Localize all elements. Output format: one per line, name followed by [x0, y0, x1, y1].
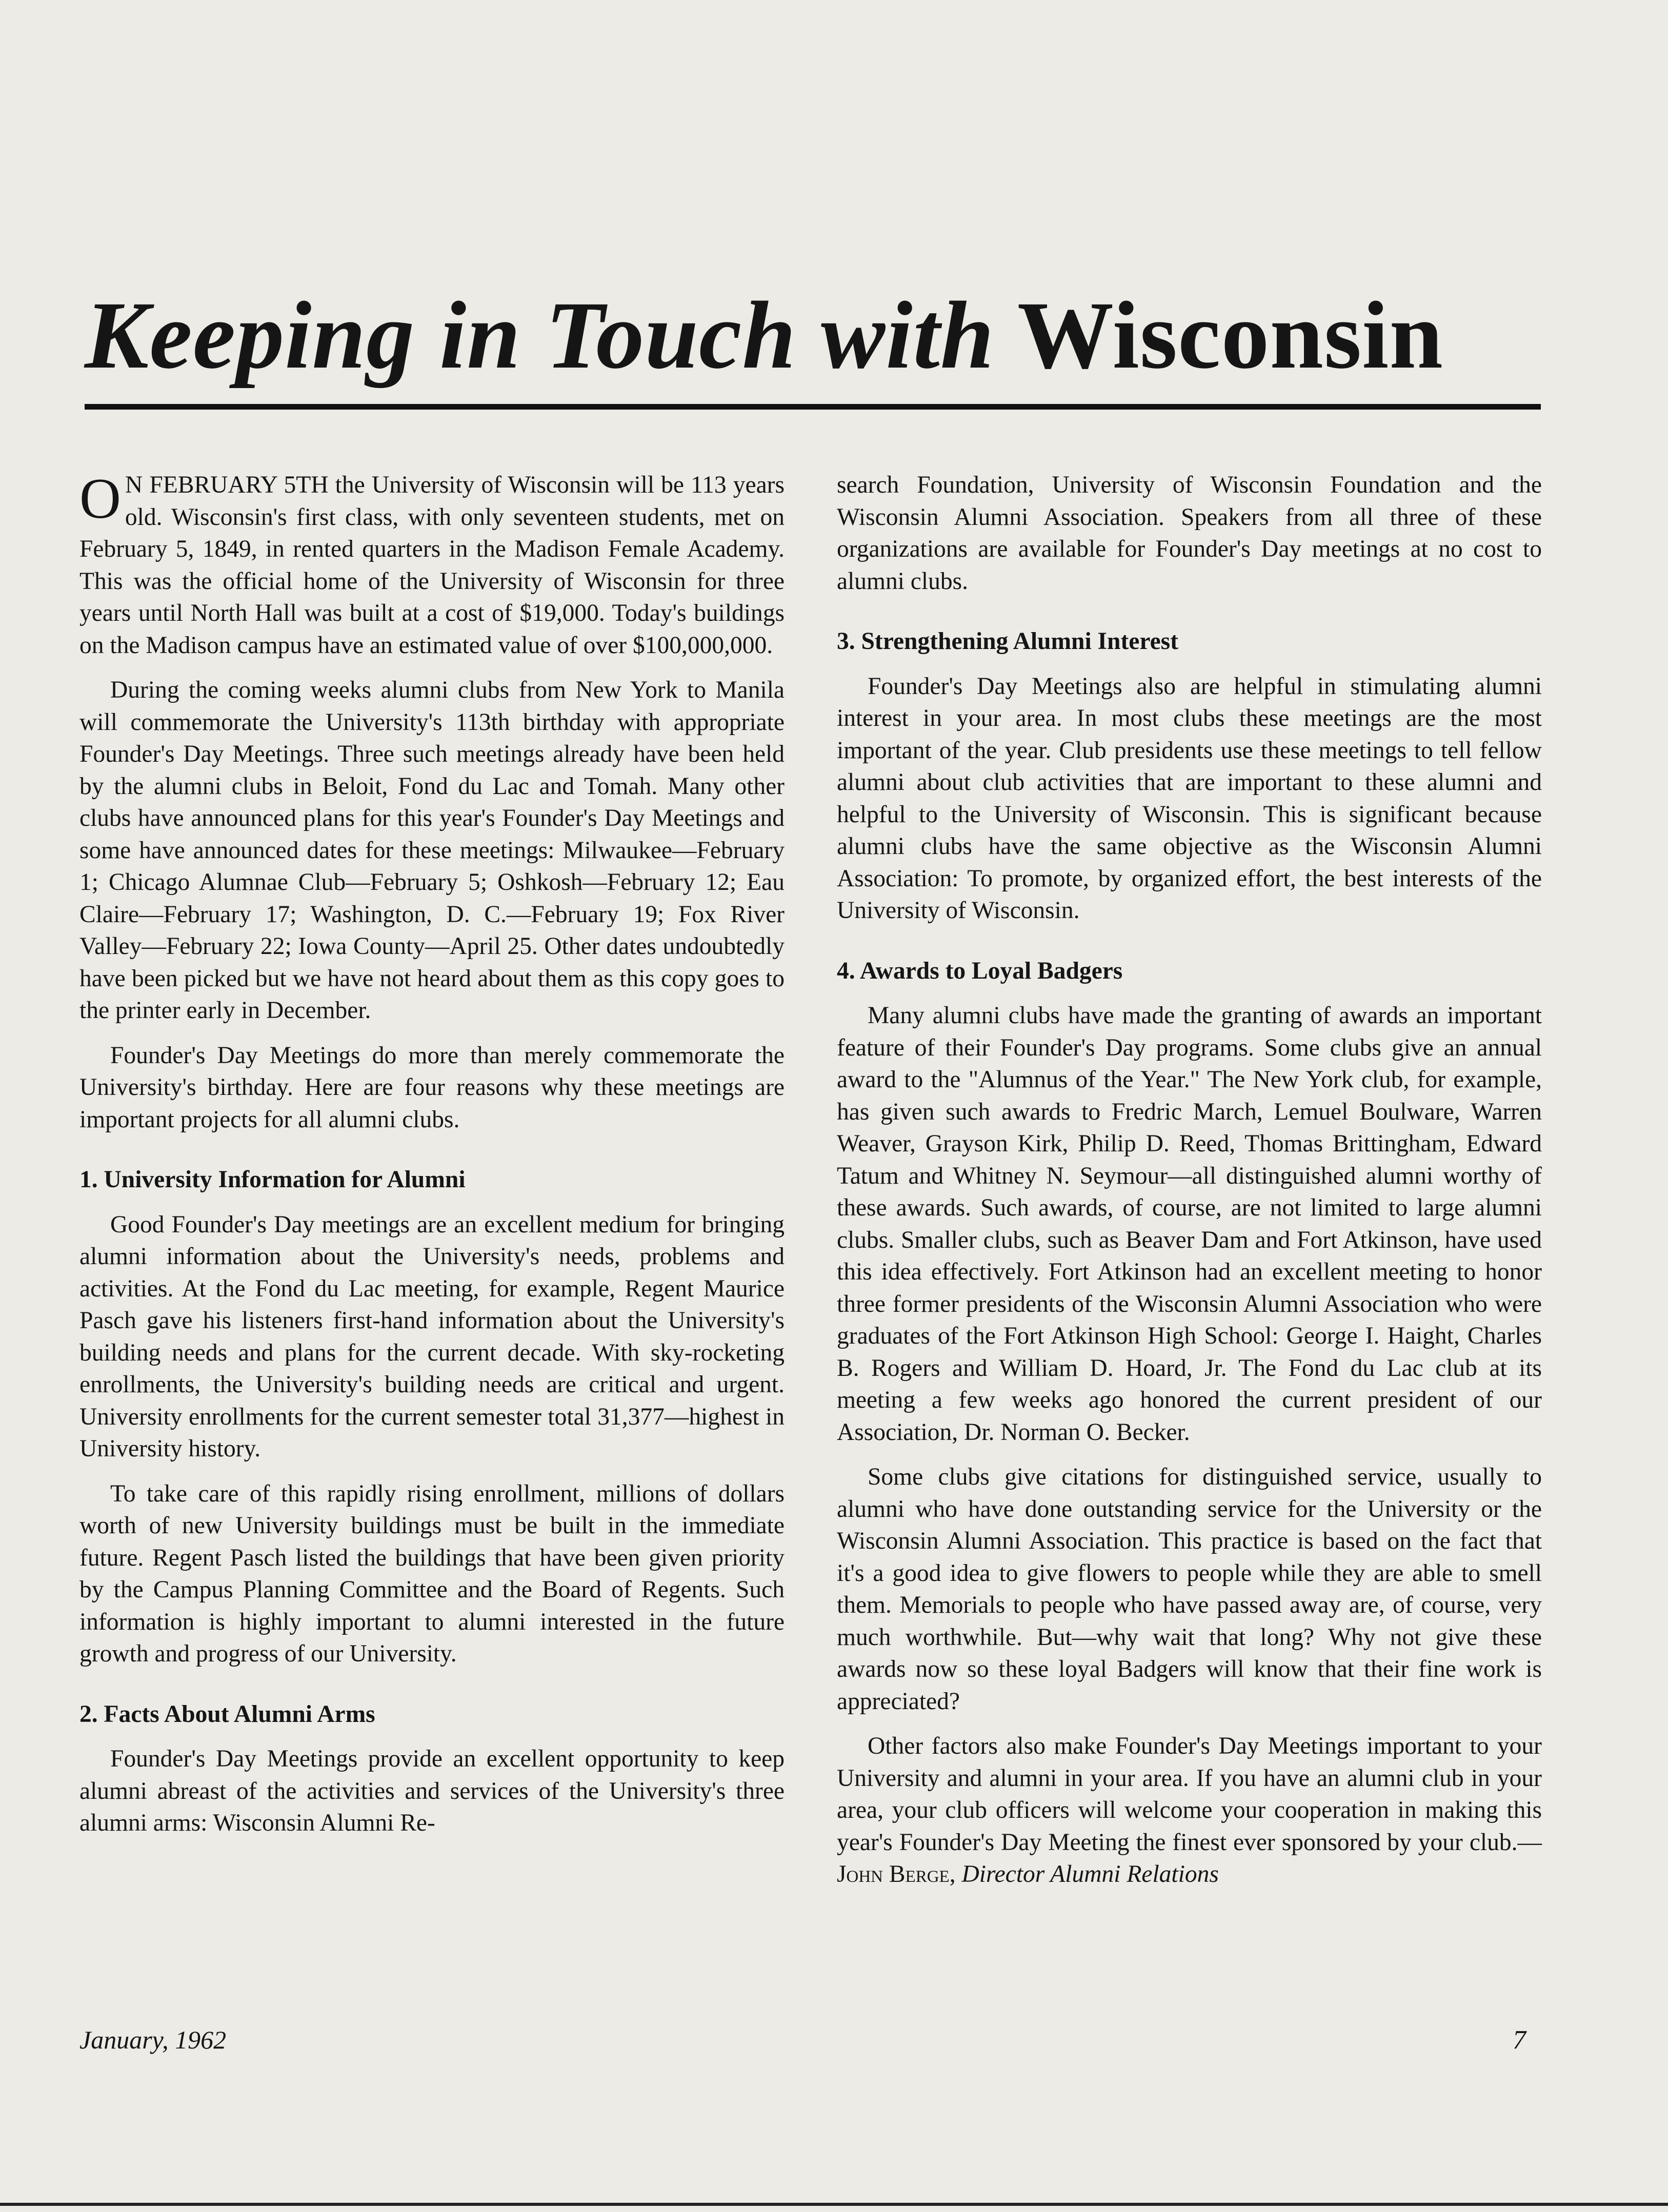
footer-date: January, 1962	[79, 2025, 227, 2054]
title-rule	[85, 404, 1541, 410]
paragraph-four-reasons: Founder's Day Meetings do more than merely commemorate the University's birthday. Here are four reasons why these meetings are important projects for all alumni clubs.	[79, 1042, 785, 1133]
title-italic-part: Keeping in Touch with	[85, 281, 995, 389]
intro-paragraph	[79, 469, 785, 661]
bottom-border	[0, 2203, 1668, 2206]
paragraph-alumni-arms: Founder's Day Meetings provide an excellent opportunity to keep alumni abreast of the activities and services of the University's three alumni arms: Wisconsin Alumni Re-	[79, 1746, 785, 1836]
section-heading-university-information: 1. University Information for Alumni	[79, 1166, 466, 1193]
paragraph-university-information: Good Founder's Day meetings are an excellent medium for bringing alumni information about the University's needs, problems and activities. At the Fond du Lac meeting, for example, Regent Maurice Pasch gave his listeners first-hand information about the University's building needs and plans for the current decade. With sky-rocketing enrollments, the University's building needs are critical and urgent. University enrollments for the current semester total 31,377—highest in University history.	[79, 1211, 785, 1462]
drop-cap: O	[79, 467, 121, 531]
intro-body-text: be 113 years old. Wisconsin's first class, with only seventeen students, met on February 5, 1849, in rented quarters in the Madison Female Academy. This was the official home of the University of Wisconsin for three years until North Hall was built at a cost of $19,000. Today's buildings on the Madison campus have an estimated value of over $100,000,000.	[79, 472, 785, 659]
section-heading-awards: 4. Awards to Loyal Badgers	[837, 957, 1123, 984]
page-number: 7	[1513, 2025, 1526, 2055]
left-column	[79, 469, 785, 1852]
title-roman-part: Wisconsin	[1017, 281, 1443, 389]
right-column	[837, 469, 1542, 1903]
author-title: Director Alumni Relations	[961, 1861, 1219, 1888]
section-heading-alumni-interest: 3. Strengthening Alumni Interest	[837, 628, 1178, 655]
paragraph-rising-enrollment: To take care of this rapidly rising enrollment, millions of dollars worth of new University buildings must be built in the immediate future. Regent Pasch listed the buildings that have been given priority by the Campus Planning Committee and the Board of Regents. Such information is highly important to alumni interested in the future growth and progress of our University.	[79, 1480, 785, 1667]
article-title	[85, 281, 1541, 389]
paragraph-awards: Many alumni clubs have made the granting of awards an important feature of their Founder's Day programs. Some clubs give an annual award to the "Alumnus of the Year." The New York club, for example, has given such awards to Fredric March, Lemuel Boulware, Warren Weaver, Grayson Kirk, Philip D. Reed, Thomas Brittingham, Edward Tatum and Whitney N. Seymour—all distinguished alumni worthy of these awards. Such awards, of course, are not limited to large alumni clubs. Smaller clubs, such as Beaver Dam and Fort Atkinson, have used this idea effectively. Fort Atkinson had an excellent meeting to honor three former presidents of the Wisconsin Alumni Association who were graduates of the Fort Atkinson High School: George I. Haight, Charles B. Rogers and William D. Hoard, Jr. The Fond du Lac club at its meeting a few weeks ago honored the current president of our Association, Dr. Norman O. Becker.	[837, 1002, 1542, 1446]
paragraph-alumni-interest: Founder's Day Meetings also are helpful in stimulating alumni interest in your area. In most clubs these meetings are the most important of the year. Club presidents use these meetings to tell fellow alumni about club activities that are important to these alumni and helpful to the University of Wisconsin. This is significant because alumni clubs have the same objective as the Wisconsin Alumni Association: To promote, by organized effort, the best interests of the University of Wisconsin.	[837, 673, 1542, 924]
closing-text: Other factors also make Founder's Day Meetings important to your University and alumni in your area. If you have an alumni club in your area, your club officers will welcome your cooperation in making this year's Founder's Day Meeting the finest ever sponsored by your club.—	[837, 1733, 1542, 1856]
intro-lead-text: N FEBRUARY 5TH the University of Wisconsin will	[125, 472, 655, 498]
section-heading-alumni-arms: 2. Facts About Alumni Arms	[79, 1700, 375, 1728]
paragraph-meetings-schedule: During the coming weeks alumni clubs from New York to Manila will commemorate the University's 113th birthday with appropriate Founder's Day Meetings. Three such meetings already have been held by the alumni clubs in Beloit, Fond du Lac and Tomah. Many other clubs have announced plans for this year's Founder's Day Meetings and some have announced dates for these meetings: Milwaukee—February 1; Chicago Alumnae Club—February 5; Oshkosh—February 12; Eau Claire—February 17; Washington, D. C.—February 19; Fox River Valley—February 22; Iowa County—April 25. Other dates undoubtedly have been picked but we have not heard about them as this copy goes to the printer early in December.	[79, 677, 785, 1024]
paragraph-citations: Some clubs give citations for distinguished service, usually to alumni who have done outstanding service for the University or the Wisconsin Alumni Association. This practice is based on the fact that it's a good idea to give flowers to people while they are able to smell them. Memorials to people who have passed away are, of course, very much worthwhile. But—why wait that long? Why not give these awards now so these loyal Badgers will know that their fine work is appreciated?	[837, 1464, 1542, 1715]
author-signature: John Berge,	[837, 1861, 956, 1888]
paragraph-alumni-arms-continued: search Foundation, University of Wisconsin Foundation and the Wisconsin Alumni Association. Speakers from all three of these organizations are available for Founder's Day meetings at no cost to alumni clubs.	[837, 472, 1542, 595]
paragraph-closing	[837, 1730, 1542, 1891]
